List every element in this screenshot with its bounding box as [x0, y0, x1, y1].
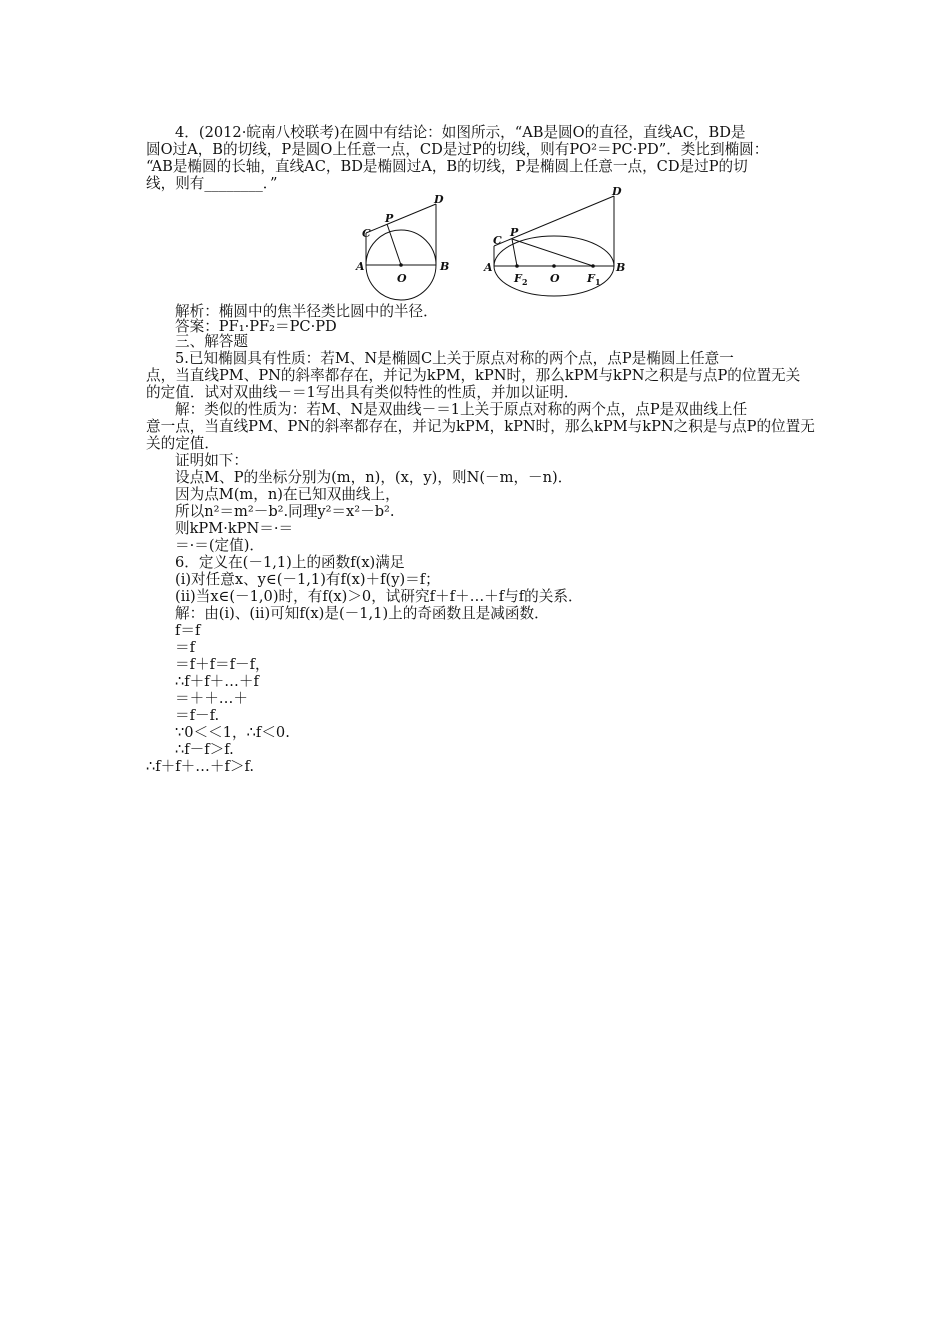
problem6-line-5: f＝f: [175, 622, 201, 639]
problem5-line-12: ＝·＝(定值)．: [175, 537, 264, 554]
ellipse-label-p: P: [510, 226, 519, 239]
circle-label-a: A: [356, 260, 365, 273]
problem5-line-3: 的定值．试对双曲线－＝1写出具有类似特性的性质，并加以证明．: [146, 384, 579, 401]
problem5-line-7: 证明如下：: [175, 452, 248, 469]
problem4-line-3: “AB是椭圆的长轴，直线AC，BD是椭圆过A，B的切线，P是椭圆上任意一点，CD是过P的切: [146, 158, 748, 175]
problem5-line-8: 设点M、P的坐标分别为(m，n)，(x，y)，则N(－m，－n)．: [175, 469, 573, 486]
ellipse-label-o: O: [550, 272, 560, 285]
problem4-analysis: 解析：椭圆中的焦半径类比圆中的半径．: [175, 303, 438, 320]
ellipse-label-f1-sub: 1: [595, 277, 601, 287]
problem4-line-4: 线，则有________．”: [146, 175, 278, 192]
problem6-line-12: ∴f－f＞f.: [175, 741, 234, 758]
problem6-line-3: (ⅱ)当x∈(－1,0)时，有f(x)＞0，试研究f＋f＋…＋f与f的关系．: [175, 588, 583, 605]
problem4-answer: 答案：PF₁·PF₂＝PC·PD: [175, 318, 337, 335]
problem5-line-1: 5.已知椭圆具有性质：若M、N是椭圆C上关于原点对称的两个点，点P是椭圆上任意一: [175, 350, 734, 367]
circle-diagram: [366, 204, 436, 300]
ellipse-label-b: B: [616, 261, 626, 274]
ellipse-center-dot: [552, 264, 556, 268]
ellipse-label-f2-sub: 2: [522, 277, 528, 287]
problem6-line-11: ∵0＜＜1，∴f＜0.: [175, 724, 290, 741]
ellipse-label-c: C: [493, 234, 502, 247]
problem5-line-2: 点，当直线PM、PN的斜率都存在，并记为kPM，kPN时，那么kPM与kPN之积是与点P的位置无关: [146, 367, 801, 384]
problem4-line-1: 4．(2012·皖南八校联考)在圆中有结论：如图所示，“AB是圆O的直径，直线AC，BD是: [175, 124, 746, 141]
circle-label-o: O: [397, 272, 407, 285]
problem5-line-6: 关的定值．: [146, 435, 219, 452]
circle-center-dot: [399, 263, 403, 267]
problem6-line-1: 6．定义在(－1,1)上的函数f(x)满足: [175, 554, 405, 571]
problem4-line-2: 圆O过A，B的切线，P是圆O上任意一点，CD是过P的切线，则有PO²＝PC·PD”．类比到椭圆：: [146, 141, 769, 158]
problem5-line-10: 所以n²＝m²－b².同理y²＝x²－b².: [175, 503, 395, 520]
problem6-line-10: ＝f－f.: [175, 707, 220, 724]
ellipse-focus-f1-dot: [591, 264, 595, 268]
ellipse-label-a: A: [484, 261, 493, 274]
circle-label-d: D: [434, 193, 444, 206]
circle-label-c: C: [362, 227, 371, 240]
ellipse-focus-f2-dot: [515, 264, 519, 268]
circle-label-p: P: [385, 212, 394, 225]
problem6-line-8: ∴f＋f＋…＋f: [175, 673, 259, 690]
geometry-figure: [352, 185, 626, 304]
ellipse-label-f2: F: [514, 272, 522, 285]
problem5-line-11: 则kPM·kPN＝·＝: [175, 520, 294, 537]
ellipse-label-f1: F: [587, 272, 595, 285]
problem5-line-4: 解：类似的性质为：若M、N是双曲线－＝1上关于原点对称的两个点，点P是双曲线上任: [175, 401, 748, 418]
circle-label-b: B: [440, 260, 450, 273]
problem5-line-9: 因为点M(m，n)在已知双曲线上，: [175, 486, 400, 503]
section-heading: 三、解答题: [175, 333, 248, 350]
problem6-line-13: ∴f＋f＋…＋f＞f.: [146, 758, 254, 775]
problem6-line-4: 解：由(ⅰ)、(ⅱ)可知f(x)是(－1,1)上的奇函数且是减函数．: [175, 605, 549, 622]
problem6-line-6: ＝f: [175, 639, 195, 656]
ellipse-label-d: D: [612, 185, 622, 198]
problem6-line-2: (ⅰ)对任意x、y∈(－1,1)有f(x)＋f(y)＝f；: [175, 571, 440, 588]
problem6-line-9: ＝＋＋…＋: [175, 690, 248, 707]
problem6-line-7: ＝f＋f＝f－f，: [175, 656, 270, 673]
problem5-line-5: 意一点，当直线PM、PN的斜率都存在，并记为kPM，kPN时，那么kPM与kPN之积是与点P的位置无: [146, 418, 815, 435]
